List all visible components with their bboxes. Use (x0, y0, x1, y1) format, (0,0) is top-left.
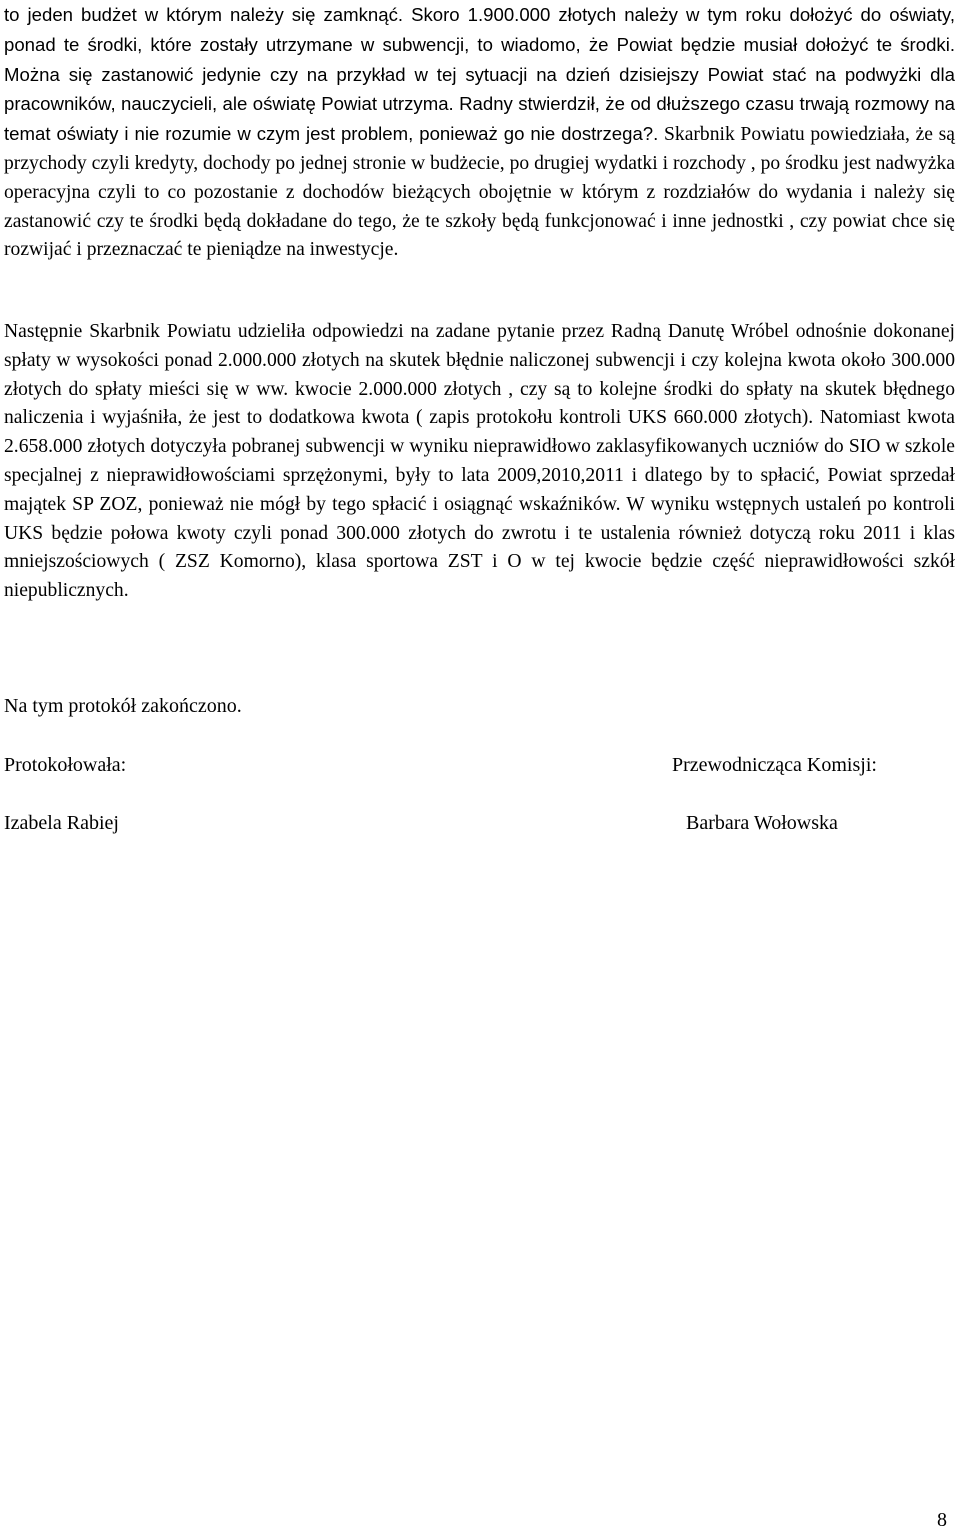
signature-chair-name: Barbara Wołowska (686, 812, 838, 834)
signature-recorder-name: Izabela Rabiej (4, 812, 119, 834)
signature-recorder-role: Protokołowała: (4, 754, 127, 776)
document-page (4, 0, 955, 1537)
paragraph-treasurer-answer: Następnie Skarbnik Powiatu udzieliła odpowiedzi na zadane pytanie przez Radną Danutę Wróbel odnośnie dokonanej spłaty w wysokości ponad 2.000.000 złotych na skutek błędnie naliczonej subwencji i czy kolejna kwota około 300.000 złotych do spłaty mieści się w ww. kwocie 2.000.000 złotych , czy są to kolejne środki do spłaty na skutek błędnego naliczenia i wyjaśniła, że jest to dodatkowa kwota ( zapis protokołu kontroli UKS 660.000 złotych). Natomiast kwota 2.658.000 złotych dotyczyła pobranej subwencji w wyniku nieprawidłowo zaklasyfikowanych uczniów do SIO w szkole specjalnej z nieprawidłowościami sprzężonymi, były to lata 2009,2010,2011 i dlatego by to spłacić, Powiat sprzedał majątek SP ZOZ, ponieważ nie mógł by tego spłacić i osiągnąć wskaźników. W wyniku wstępnych ustaleń po kontroli UKS będzie połowa kwoty czyli ponad 300.000 złotych do zwrotu i te ustalenia również dotyczą roku 2011 i klas mniejszościowych ( ZSZ Komorno), klasa sportowa ZST i O w tej kwocie będzie część nieprawidłowości szkół niepublicznych. (4, 321, 955, 602)
signature-chair-role: Przewodnicząca Komisji: (672, 754, 877, 776)
closing-statement: Na tym protokół zakończono. (4, 695, 242, 717)
paragraph-budget-discussion (4, 1, 955, 265)
paragraph-treasurer-statement: Skarbnik Powiatu powiedziała, że są przychody czyli kredyty, dochody po jednej stronie w budżecie, po drugiej wydatki i rozchody , po środku jest nadwyżka operacyjna czyli to co pozostanie z dochodów bieżących obojętnie w którym z rozdziałów do wydania i należy się zastanowić czy te środki będą dokładane do tego, że te szkoły będą funkcjonować i inne jednostki , czy powiat chce się rozwijać i przeznaczać te pieniądze na inwestycje. (4, 124, 955, 261)
page-number: 8 (937, 1509, 947, 1531)
paragraph-councillor-statement: to jeden budżet w którym należy się zamknąć. Skoro 1.900.000 złotych należy w tym roku dołożyć do oświaty, ponad te środki, które zostały utrzymane w subwencji, to wiadomo, że Powiat będzie musiał dołożyć te środki. Można się zastanowić jedynie czy na przykład w tej sytuacji na dzień dzisiejszy Powiat stać na podwyżki dla pracowników, nauczycieli, ale oświatę Powiat utrzyma. Radny stwierdził, że od dłuższego czasu trwają rozmowy na temat oświaty i nie rozumie w czym jest problem, ponieważ go nie dostrzega?. (4, 4, 955, 145)
